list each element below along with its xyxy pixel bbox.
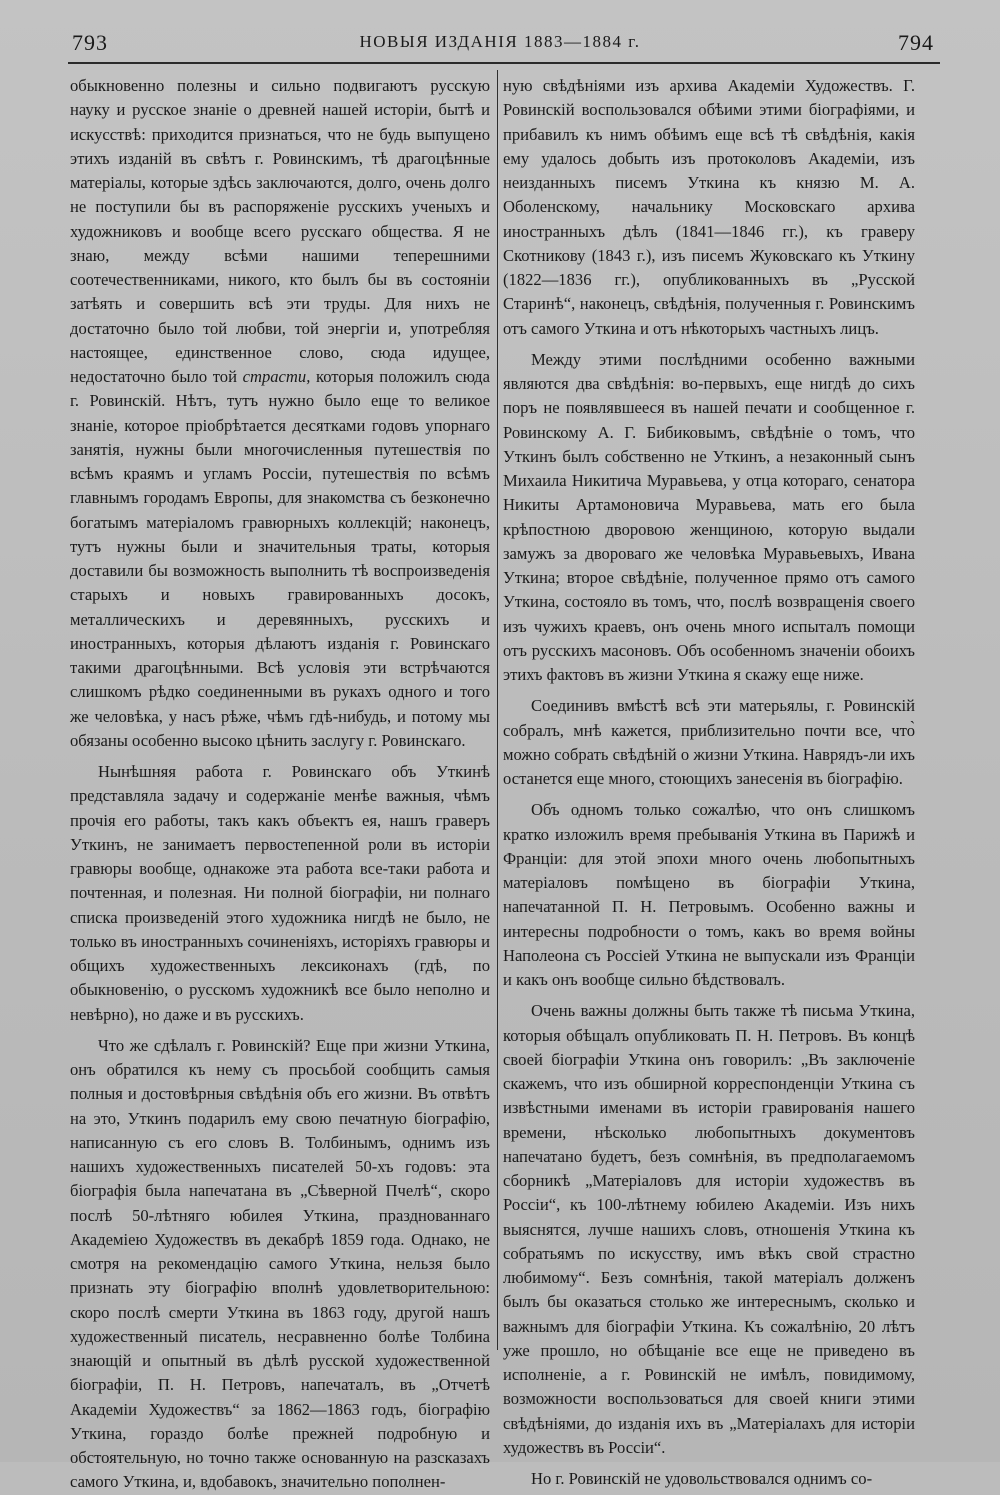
- column-divider: [497, 70, 498, 1350]
- paragraph-text: которыя положилъ сюда г. Ровинскій. Нѣтъ, тутъ нужно было еще то великое знаніе, которое пріобрѣтается десятками годовъ упорнаго занятія, нужны были многочисленныя путешествія по всѣмъ краямъ и угламъ Россіи, путешествія по всѣмъ главнымъ городамъ Европы, для знакомства съ безконечно богатымъ матеріаломъ гравюрныхъ коллекцій; наконецъ, тутъ нужны были и значительныя траты, которыя доставили бы возможность выполнить тѣ воспроизведенія старыхъ и новыхъ гравированныхъ досокъ, металлическихъ и деревянныхъ, русскихъ и иностранныхъ, которыя дѣлаютъ изданія г. Ровинскаго такими драгоцѣнными. Всѣ условія эти встрѣчаются слишкомъ рѣдко соединенными въ рукахъ одного и того же человѣка, у насъ рѣже, чѣмъ гдѣ-нибудь, и потому мы обязаны особенно высоко цѣнить заслугу г. Ровинскаго.: [70, 367, 490, 750]
- paragraph: Между этими послѣдними особенно важными являются два свѣдѣнія: во-первыхъ, еще нигдѣ до сихъ поръ не появлявшееся въ нашей печати и сообщенное г. Ровинскому А. Г. Бибиковымъ, свѣдѣніе о томъ, что Уткинъ былъ собственно не Уткинъ, а незаконный сынъ Михаила Никитича Муравьева, у отца котораго, сенатора Никиты Артамоновича Муравьева, мать его была крѣпостною дворовою женщиною, которую выдали замужъ за двороваго же человѣка Муравьевыхъ, Ивана Уткина; второе свѣдѣніе, полученное прямо отъ самого Уткина, состояло въ томъ, что, послѣ возвращенія своего изъ чужихъ краевъ, онъ очень много испыталъ помощи отъ русскихъ масоновъ. Объ особенномъ значеніи обоихъ этихъ фактовъ въ жизни Уткина я скажу еще ниже.: [503, 349, 915, 684]
- paragraph: Нынѣшняя работа г. Ровинскаго объ Уткинѣ представляла задачу и содержаніе менѣе важныя, чѣмъ прочія его работы, такъ какъ объектъ ея, нашъ граверъ Уткинъ, не занимаетъ первостепенной роли въ исторіи гравюры вообще, однакоже эта работа все-таки работа и почтенная, и полезная. Ни полной біографіи, ни полнаго списка произведеній этого художника нигдѣ не было, не только въ иностранныхъ сочиненіяхъ, исторіяхъ гравюры и общихъ художественныхъ лексиконахъ (гдѣ, по обыкновенію, о русскомъ художникѣ все было неполно и невѣрно), но даже и въ русскихъ.: [70, 762, 490, 1024]
- paragraph: Соединивъ вмѣстѣ всѣ эти матерьялы, г. Ровинскій собралъ, мнѣ кажется, приблизительно почти все, что̀ можно собрать свѣдѣній о жизни Уткина. Наврядъ-ли ихъ останется еще много, стоющихъ занесенія въ біографію.: [503, 696, 915, 788]
- right-column: [503, 74, 915, 1491]
- paragraph: Что же сдѣлалъ г. Ровинскій? Еще при жизни Уткина, онъ обратился къ нему съ просьбой сообщить самыя полныя и достовѣрныя свѣдѣнія объ его жизни. Въ отвѣтъ на это, Уткинъ подарилъ ему свою печатную біографію, написанную съ его словъ В. Толбинымъ, однимъ изъ нашихъ художественныхъ писателей 50-хъ годовъ: эта біографія была напечатана въ „Сѣверной Пчелѣ“, скоро послѣ 50-лѣтняго юбилея Уткина, празднованнаго Академіею Художествъ въ декабрѣ 1859 года. Однако, не смотря на рекомендацію самого Уткина, нельзя было признать эту біографію вполнѣ удовлетворительною: скоро послѣ смерти Уткина въ 1863 году, другой нашъ художественный писатель, несравненно болѣе Толбина знающій и опытный въ дѣлѣ русской художественной біографіи, П. Н. Петровъ, напечаталъ, въ „Отчетѣ Академіи Художествъ“ за 1862—1863 годъ, біографію Уткина, гораздо болѣе прежней подробную и обстоятельную, но точно также основанную на разсказахъ самого Уткина, и, вдобавокъ, значительно пополнен-: [70, 1035, 490, 1492]
- paragraph: [70, 74, 490, 753]
- paragraph: ную свѣдѣніями изъ архива Академіи Художествъ. Г. Ровинскій воспользовался обѣими этими біографіями, и прибавилъ къ нимъ обѣимъ еще всѣ тѣ свѣдѣнія, какія ему удалось добыть изъ протоколовъ Академіи, изъ неизданныхъ писемъ Уткина къ князю М. А. Оболенскому, начальнику Московскаго архива иностранныхъ дѣлъ (1841—1846 гг.), къ граверу Скотникову (1843 г.), изъ писемъ Жуковскаго къ Уткину (1822—1836 гг.), опубликованныхъ въ „Русской Старинѣ“, наконецъ, свѣдѣнія, полученныя г. Ровинскимъ отъ самого Уткина и отъ нѣкоторыхъ частныхъ лицъ.: [503, 76, 915, 338]
- running-header: [60, 26, 940, 60]
- page-number-left: 793: [72, 30, 108, 55]
- header-rule: [68, 62, 940, 64]
- paragraph: Очень важны должны быть также тѣ письма Уткина, которыя обѣщалъ опубликовать П. Н. Петровъ. Въ концѣ своей біографіи Уткина онъ говорилъ: „Въ заключеніе скажемъ, что изъ обширной корреспонденціи Уткина съ извѣстными именами въ исторіи гравированія нашего времени, нѣсколько любопытныхъ документовъ напечатано будетъ, безъ сомнѣнія, въ предполагаемомъ сборникѣ „Матеріаловъ для исторіи художествъ въ Россіи“, къ 100-лѣтнему юбилею Академіи. Изъ нихъ выяснятся, лучше нашихъ словъ, отношенія Уткина къ собратьямъ по искусству, имъ вѣкъ свой страстно любимому“. Безъ сомнѣнія, такой матеріалъ долженъ былъ бы оказаться столько же интереснымъ, сколько и важнымъ для біографіи Уткина. Къ сожалѣнію, 20 лѣтъ уже прошло, но обѣщаніе все еще не приведено въ исполненіе, а г. Ровинскій не имѣлъ, повидимому, возможности воспользоваться для своей книги этими свѣдѣніями, до изданія ихъ въ „Матеріалахъ для исторіи художествъ въ Россіи“.: [503, 1001, 915, 1457]
- paragraph: Но г. Ровинскій не удовольствовался однимъ со-: [531, 1469, 873, 1488]
- left-column: [70, 74, 490, 1495]
- paragraph: Объ одномъ только сожалѣю, что онъ слишкомъ кратко изложилъ время пребыванія Уткина въ Парижѣ и Франціи: для этой эпохи много очень любопытныхъ матеріаловъ помѣщено въ біографіи Уткина, напечатанной П. Н. Петровымъ. Особенно важны и интересны подробности о томъ, какъ во время войны Наполеона съ Россіей Уткина не выпускали изъ Франціи и какъ онъ вообще сильно бѣдствовалъ.: [503, 800, 915, 989]
- emphasis-text: страсти,: [242, 367, 311, 386]
- page-number-right: 794: [898, 30, 934, 55]
- paragraph-text: обыкновенно полезны и сильно подвигаютъ русскую науку и русское знаніе о древней нашей исторіи, бытѣ и искусствѣ: приходится признаться, что не будь выпущено этихъ изданій въ свѣтъ г. Ровинскимъ, тѣ драгоцѣнные матеріалы, которые здѣсь заключаются, долго, очень долго не поступили бы въ распоряженіе русскихъ ученыхъ и художниковъ и вообще всего русскаго общества. Я не знаю, между всѣми нашими теперешними соотечественниками, никого, кто былъ бы въ состояніи затѣять и совершить всѣ эти труды. Для нихъ не достаточно было той любви, той энергіи и, употребляя настоящее, единственное слово, сюда идущее, недостаточно было той: [70, 76, 490, 386]
- running-title: НОВЫЯ ИЗДАНІЯ 1883—1884 г.: [359, 32, 641, 51]
